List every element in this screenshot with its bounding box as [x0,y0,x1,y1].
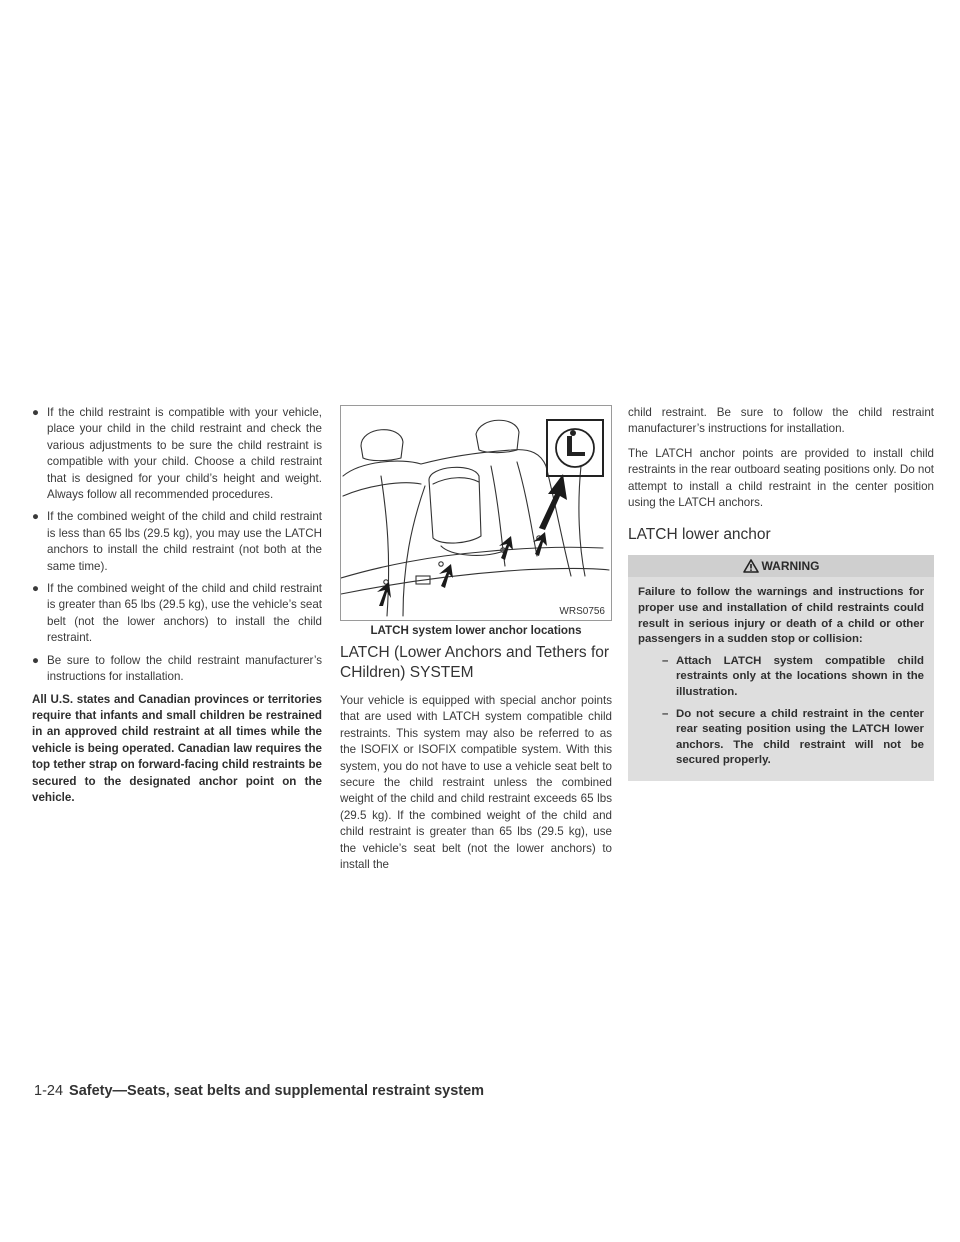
bullet-icon: ● [32,653,40,667]
middle-column [340,405,612,881]
bullet-text: If the child restraint is compatible with your vehicle, place your child in the child restraint and check the various adjustments to be sure the child restraint is compatible with your child. Choose a child restraint that is designed for your child’s height and weight. Always follow all recommended procedures. [47,406,322,502]
right-column [628,405,934,781]
body-paragraph: The LATCH anchor points are provided to install child restraints in the rear outboard seating positions only. Do not attempt to install a child restraint in the center position using the LATCH anchors. [628,446,934,510]
bullet-list [32,405,322,686]
warning-item-text: Do not secure a child restraint in the center rear seating position using the LATCH lower anchors. The child restraint will not be secured properly. [676,707,924,767]
warning-body [628,577,934,769]
warning-title: WARNING [761,559,820,574]
warning-header [628,555,934,577]
figure-code: WRS0756 [559,606,605,617]
dash-icon: – [662,707,669,720]
list-item [32,509,322,575]
warning-box [628,555,934,781]
body-paragraph: Your vehicle is equipped with special anchor points that are used with LATCH system compatible child restraints. This system may also be referred to as the ISOFIX or ISOFIX compatible system. With this system, you do not have to use a vehicle seat belt to secure the child restraint unless the combined weight of the child and child restraint exceeds 65 lbs (29.5 kg). If the combined weight of the child and child restraint is greater than 65 lbs (29.5 kg), use the vehicle’s seat belt (not the lower anchors) to install the [340,694,612,872]
bullet-icon: ● [32,510,40,524]
warning-text: Failure to follow the warnings and instructions for proper use and installation of child restraints could result in serious injury or death of a child or other passengers in a sudden stop or collision: [638,586,924,646]
bullet-text: If the combined weight of the child and child restraint is less than 65 lbs (29.5 kg), you may use the LATCH anchors to install the child restraint (not both at the same time). [47,510,322,573]
left-column [32,405,322,806]
section-title: Safety—Seats, seat belts and supplemental restraint system [69,1083,485,1099]
page-footer [34,1083,484,1099]
rear-seat-illustration [341,406,611,620]
list-item [32,405,322,503]
dash-icon: – [662,654,669,667]
figure-caption: LATCH system lower anchor locations [370,624,582,637]
warning-item-text: Attach LATCH system compatible child restraints only at the locations shown in the illustration. [676,654,924,698]
list-item [32,653,322,686]
section-heading: LATCH (Lower Anchors and Tethers for CHildren) SYSTEM [340,644,610,681]
legal-requirement-paragraph: All U.S. states and Canadian provinces or territories require that infants and small children be restrained in an approved child restraint at all times while the vehicle is being operated. Canadian law requires the top tether strap on forward-facing child restraints be secured to the designated anchor point on the vehicle. [32,692,322,804]
bullet-text: If the combined weight of the child and child restraint is greater than 65 lbs (29.5 kg), use the vehicle’s seat belt (not the lower anchors) to install the child restraint. [47,582,322,645]
warning-item [638,707,924,769]
child-seat-anchor-icon [547,420,603,476]
bullet-icon: ● [32,406,40,419]
bullet-text: Be sure to follow the child restraint manufacturer’s instructions for installation. [47,653,322,684]
bullet-icon: ● [32,582,40,596]
warning-item [638,654,924,701]
list-item [32,581,322,647]
section-heading: LATCH lower anchor [628,526,771,544]
page-number: 1-24 [34,1083,64,1099]
body-paragraph: child restraint. Be sure to follow the child restraint manufacturer’s instructions for installation. [628,406,934,436]
warning-triangle-icon [743,559,759,573]
latch-illustration [340,405,612,621]
